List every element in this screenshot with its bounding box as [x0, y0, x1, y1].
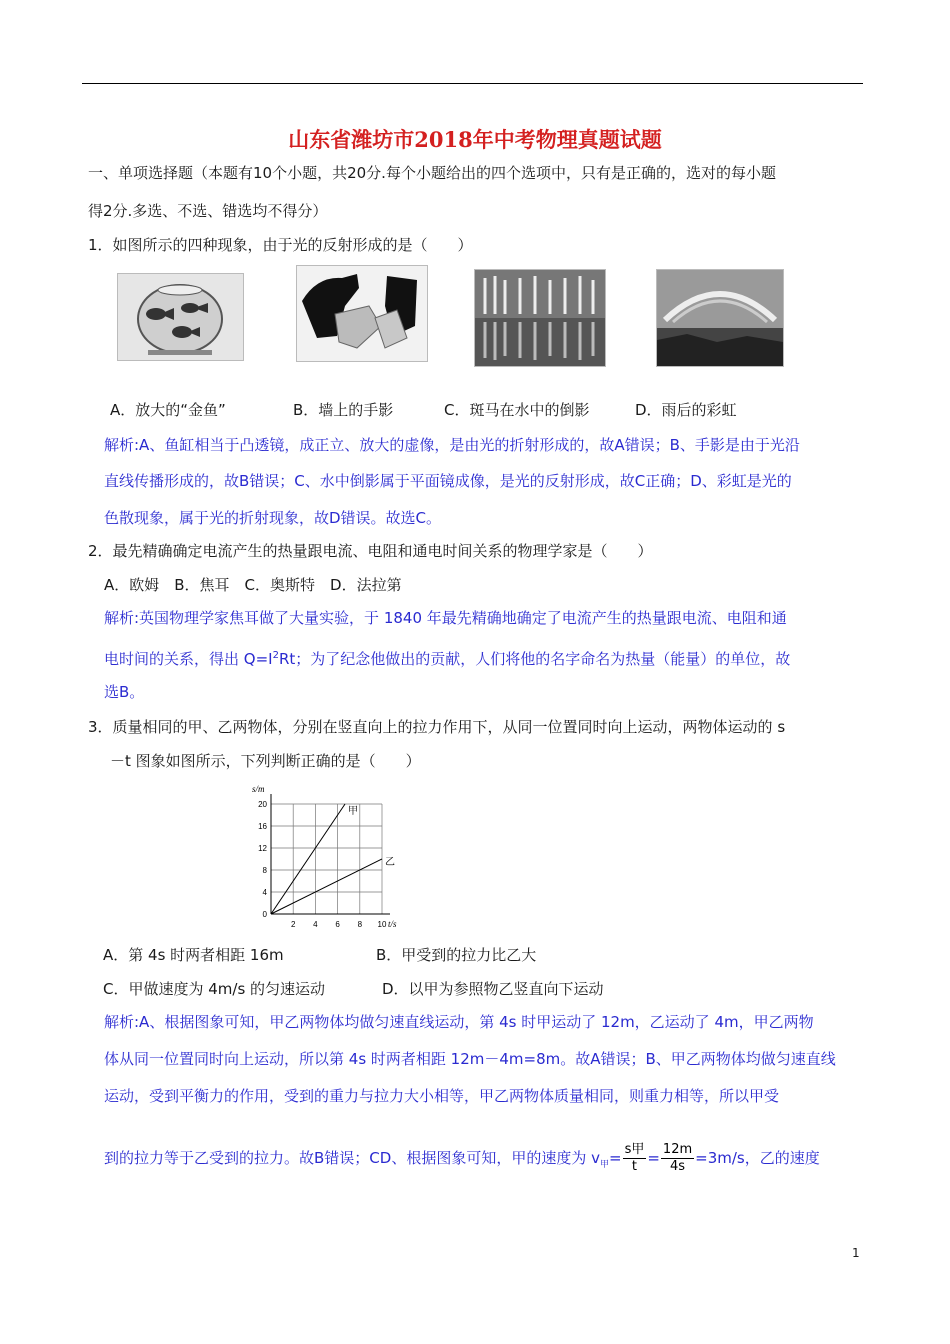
q2-analysis-line2 [104, 646, 790, 669]
q3-analysis-line4-post: =3m/s，乙的速度 [695, 1149, 820, 1167]
y-tick-label: 12 [258, 844, 267, 853]
x-tick-label: 8 [357, 920, 363, 929]
q2-analysis-sup: 2 [272, 650, 279, 661]
q3-analysis-line2: 体从同一位置同时向上运动，所以第 4s 时两者相距 12m－4m=8m。故A错误；B、甲乙两物体均做匀速直线 [104, 1050, 836, 1068]
q2-analysis-line2-pre: 电时间的关系，得出 Q=I [104, 650, 273, 668]
y-tick-label: 16 [258, 822, 267, 831]
q3-analysis-line1: 解析:A、根据图象可知，甲乙两物体均做匀速直线运动，第 4s 时甲运动了 12m，乙运动了 4m，甲乙两物 [104, 1013, 814, 1031]
q2-analysis-line1: 解析:英国物理学家焦耳做了大量实验，于 1840 年最先精确地确定了电流产生的热量跟电流、电阻和通 [104, 609, 787, 627]
fraction-denominator: t [631, 1159, 637, 1174]
section-intro-line2: 得2分.多选、不选、错选均不得分） [88, 202, 328, 220]
series-label: 乙 [385, 857, 395, 868]
q1-option-c: C．斑马在水中的倒影 [444, 401, 590, 419]
q3-option-c: C．甲做速度为 4m/s 的匀速运动 [103, 980, 326, 998]
s-t-graph [240, 782, 410, 932]
q1-analysis-line2: 直线传播形成的，故B错误；C、水中倒影属于平面镜成像，是光的反射形成，故C正确；D、彩虹是光的 [104, 472, 792, 490]
series-line-1 [271, 859, 382, 914]
q3-option-d: D．以甲为参照物乙竖直向下运动 [382, 980, 604, 998]
x-tick-label: 10 [377, 920, 387, 929]
y-tick-label: 20 [258, 800, 267, 809]
x-axis-label: t/s [388, 919, 397, 929]
q1-option-a: A．放大的“金鱼” [110, 401, 226, 419]
q3-analysis-line4-pre: 到的拉力等于乙受到的拉力。故B错误；CD、根据图象可知，甲的速度为 v [104, 1149, 600, 1167]
fraction-12m-over-4s [661, 1142, 694, 1175]
x-tick-label: 2 [290, 920, 296, 929]
x-tick-label: 6 [335, 920, 340, 929]
series-line-0 [271, 804, 345, 914]
page-title: 山东省潍坊市2018年中考物理真题试题 [288, 127, 662, 152]
q1-option-b: B．墙上的手影 [293, 401, 394, 419]
page-number: 1 [852, 1246, 860, 1260]
fraction-denominator: 4s [670, 1159, 686, 1174]
top-rule [82, 83, 863, 84]
q1-analysis-line3: 色散现象，属于光的折射现象，故D错误。故选C。 [104, 509, 442, 527]
q2-analysis-line3: 选B。 [104, 683, 145, 701]
y-tick-label: 4 [262, 888, 267, 897]
q3-analysis-sub: 甲 [599, 1160, 609, 1170]
q1-option-d: D．雨后的彩虹 [635, 401, 737, 419]
q1-analysis-line1: 解析:A、鱼缸相当于凸透镜，成正立、放大的虚像，是由光的折射形成的，故A错误；B、手影是由于光沿 [104, 436, 800, 454]
goldfish-bowl-icon [117, 273, 244, 361]
y-tick-label: 8 [262, 866, 267, 875]
x-tick-label: 4 [313, 920, 318, 929]
series-label: 甲 [348, 806, 359, 817]
q2-options: A．欧姆 B．焦耳 C．奥斯特 D．法拉第 [104, 576, 402, 594]
fraction-s-over-t [623, 1142, 647, 1175]
q3-stem-line2: －t 图象如图所示，下列判断正确的是（ ） [110, 752, 421, 770]
q3-stem-line1: 3．质量相同的甲、乙两物体，分别在竖直向上的拉力作用下，从同一位置同时向上运动，两物体运动的 s [88, 718, 786, 736]
q3-option-a: A．第 4s 时两者相距 16m [103, 946, 284, 964]
hand-shadow-icon [296, 265, 428, 362]
q1-stem: 1．如图所示的四种现象，由于光的反射形成的是（ ） [88, 236, 473, 254]
zebra-reflection-icon [474, 269, 606, 367]
section-intro-line1: 一、单项选择题（本题有10个小题，共20分.每个小题给出的四个选项中，只有是正确的，选对的每小题 [88, 164, 776, 182]
q2-analysis-line2-post: Rt；为了纪念他做出的贡献，人们将他的名字命名为热量（能量）的单位，故 [278, 650, 791, 668]
q3-option-b: B．甲受到的拉力比乙大 [376, 946, 537, 964]
rainbow-icon [656, 269, 784, 367]
q3-analysis-line3: 运动，受到平衡力的作用，受到的重力与拉力大小相等，甲乙两物体质量相同，则重力相等，所以甲受 [104, 1087, 780, 1105]
y-tick-label: 0 [262, 910, 267, 919]
y-axis-label: s/m [252, 784, 265, 794]
q3-analysis-line4: 到的拉力等于乙受到的拉力。故B错误；CD、根据图象可知，甲的速度为 $v_甲=$ $\frac{\text{s甲}}{t}$ = $\frac{12m}{4s}$ =3m/s，乙的速度 [104, 1142, 820, 1174]
fraction-numerator: 12m [662, 1142, 693, 1157]
q2-stem: 2．最先精确确定电流产生的热量跟电流、电阻和通电时间关系的物理学家是（ ） [88, 542, 653, 560]
fraction-numerator: s甲 [624, 1142, 645, 1157]
